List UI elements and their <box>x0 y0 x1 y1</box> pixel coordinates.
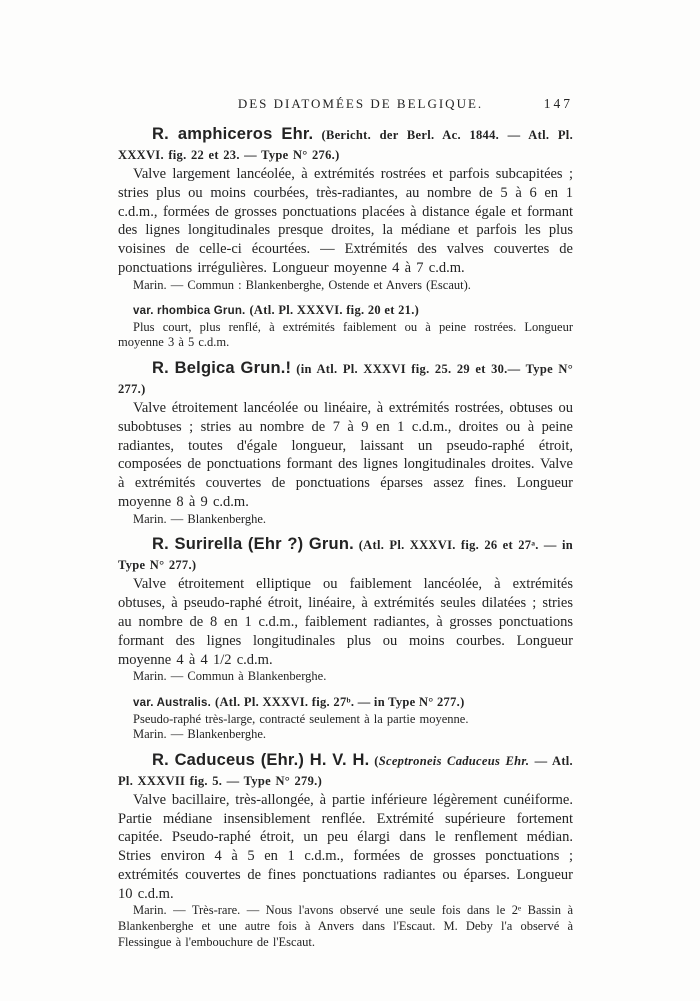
citation-reference: — Atl. Pl. XXXVII fig. 5. — Type N° 279.) <box>118 753 573 788</box>
species-name: R. amphiceros Ehr. <box>152 125 314 143</box>
species-citation: (Atl. Pl. XXXVI. fig. 26 et 27ᵃ. — in Type N° 277.) <box>118 538 573 573</box>
species-entry-amphiceros <box>118 124 573 351</box>
species-entry-belgica <box>118 358 573 527</box>
species-description: Valve bacillaire, très-allongée, à partie inférieure légèrement cunéiforme. Partie médiane insensiblement renflée. Extrémité supérieure fortement capitée. Pseudo-raphé étroit, un peu élargi dans le renflement médian. Stries environ 4 à 5 en 1 c.d.m., formées de grosses ponctuations ; extrémités couvertes de fines ponctuations radiantes ou éparses. Longueur 10 c.d.m. <box>118 791 573 902</box>
species-heading <box>118 534 573 575</box>
species-entry-surirella <box>118 534 573 742</box>
habitat-note: Marin. — Commun : Blankenberghe, Ostende et Anvers (Escaut). <box>133 277 471 292</box>
variety-description: Plus court, plus renflé, à extrémités faiblement ou à peine rostrées. Longueur moyenne 3 à 5 c.d.m. <box>118 319 573 350</box>
species-name: R. Surirella (Ehr ?) Grun. <box>152 535 354 554</box>
species-heading <box>118 124 573 165</box>
habitat-note: Marin. — Très-rare. — Nous l'avons observé une seule fois dans le 2ᵉ Bassin à Blankenberghe et une autre fois à Anvers dans l'Escaut. M. Deby l'a observé à Flessingue à l'embouchure de l'Escaut. <box>118 903 573 949</box>
citation-synonym-italic: Sceptroneis Caduceus Ehr. <box>378 753 530 768</box>
variety-heading <box>118 694 573 712</box>
species-description: Valve étroitement elliptique ou faiblement lancéolée, à extrémités obtuses, à pseudo-raphé étroit, linéaire, à extrémités seules dilatées ; stries au nombre de 8 en 1 c.d.m., faiblement radiantes, à grosses ponctuations formant des lignes longitudinales plus ou moins courbes. Longueur moyenne 4 à 4 1/2 c.d.m. <box>118 576 573 668</box>
species-heading <box>118 358 573 399</box>
variety-name: var. Australis. <box>133 697 212 710</box>
variety-description: Pseudo-raphé très-large, contracté seulement à la partie moyenne. <box>133 711 469 726</box>
species-description: Valve étroitement lancéolée ou linéaire, à extrémités rostrées, obtuses ou subobtuses ; stries au nombre de 7 à 9 en 1 c.d.m., droites ou à peine radiantes, toutes d'égale longueur, laissant un pseudo-raphé étroit, composées de ponctuations formant des lignes longitudinales droites. Valve à extrémités couvertes de ponctuations éparses assez fines. Longueur moyenne 8 à 9 c.d.m. <box>118 400 573 511</box>
running-title: DES DIATOMÉES DE BELGIQUE. <box>237 96 484 111</box>
species-name: R. Caduceus (Ehr.) H. V. H. <box>152 750 370 769</box>
variety-citation: (Atl. Pl. XXXVI. fig. 27ᵇ. — in Type N° 277.) <box>215 695 465 710</box>
variety-entry-rhombica <box>118 302 573 351</box>
species-citation: (in Atl. Pl. XXXVI fig. 25. 29 et 30.— Type N° 277.) <box>118 362 573 397</box>
variety-entry-australis <box>118 694 573 743</box>
variety-name: var. rhombica Grun. <box>133 305 246 318</box>
page-header <box>118 96 573 112</box>
variety-heading <box>118 302 573 320</box>
habitat-note: Marin. — Commun à Blankenberghe. <box>133 669 327 684</box>
variety-habitat-note: Marin. — Blankenberghe. <box>133 727 266 742</box>
page-number: 147 <box>543 96 573 111</box>
species-entry-caduceus <box>118 750 573 951</box>
species-description: Valve largement lancéolée, à extrémités rostrées et parfois subcapitées ; stries plus ou moins courbées, très-radiantes, au nombre de 5 à 6 en 1 c.d.m., formées de grosses ponctuations placées à distance égale et formant des lignes longitudinales presque droites, la médiane et parfois les plus voisines de celle-ci écourtées. — Extrémités des valves couvertes de ponctuations irrégulières. Longueur moyenne 4 à 7 c.d.m. <box>118 166 573 276</box>
species-heading <box>118 750 573 791</box>
citation-open-paren: ( <box>374 753 379 768</box>
habitat-note: Marin. — Blankenberghe. <box>133 511 266 526</box>
variety-citation: (Atl. Pl. XXXVI. fig. 20 et 21.) <box>249 303 420 318</box>
species-citation: (Bericht. der Berl. Ac. 1844. — Atl. Pl. XXXVI. fig. 22 et 23. — Type N° 276.) <box>118 128 573 162</box>
species-name: R. Belgica Grun.! <box>152 359 292 378</box>
